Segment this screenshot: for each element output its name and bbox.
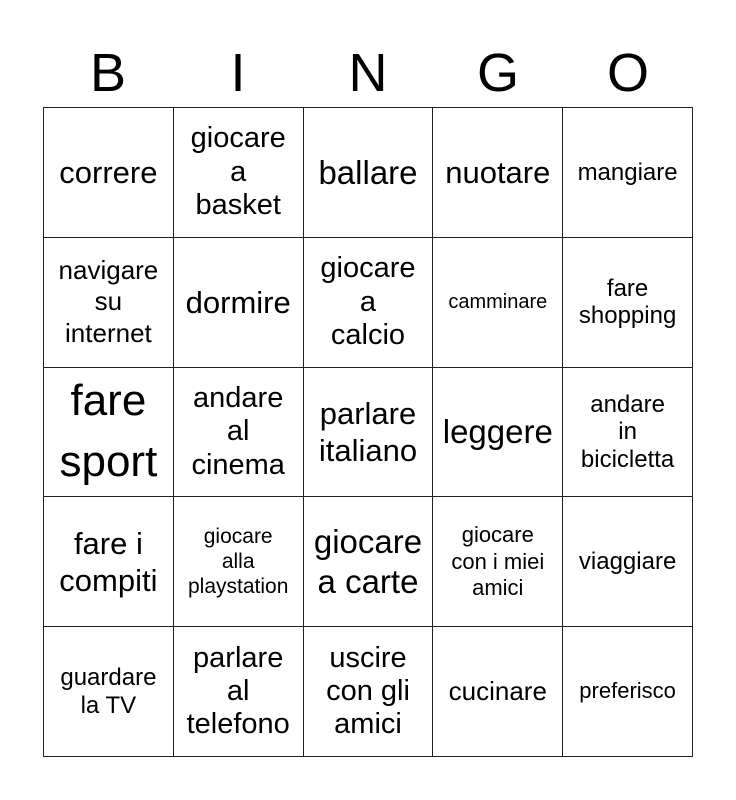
header-letter-b: B bbox=[89, 43, 127, 103]
bingo-cell[interactable]: navigare su internet bbox=[44, 238, 174, 368]
bingo-cell[interactable]: ballare bbox=[304, 108, 434, 238]
bingo-cell[interactable]: dormire bbox=[174, 238, 304, 368]
bingo-cell[interactable]: fare shopping bbox=[563, 238, 693, 368]
bingo-cell[interactable]: correre bbox=[44, 108, 174, 238]
bingo-cell[interactable]: nuotare bbox=[433, 108, 563, 238]
bingo-cell[interactable]: andare al cinema bbox=[174, 368, 304, 498]
bingo-cell[interactable]: leggere bbox=[433, 368, 563, 498]
bingo-cell[interactable]: giocare con i miei amici bbox=[433, 497, 563, 627]
bingo-cell[interactable]: viaggiare bbox=[563, 497, 693, 627]
header-letter-i: I bbox=[230, 43, 246, 103]
bingo-cell[interactable]: giocare alla playstation bbox=[174, 497, 304, 627]
bingo-card-grid bbox=[43, 107, 693, 757]
bingo-cell[interactable]: uscire con gli amici bbox=[304, 627, 434, 757]
bingo-cell[interactable]: fare i compiti bbox=[44, 497, 174, 627]
bingo-cell[interactable]: andare in bicicletta bbox=[563, 368, 693, 498]
header-letter-g: G bbox=[476, 43, 519, 103]
bingo-cell[interactable]: camminare bbox=[433, 238, 563, 368]
bingo-cell[interactable]: giocare a basket bbox=[174, 108, 304, 238]
bingo-cell[interactable]: parlare italiano bbox=[304, 368, 434, 498]
bingo-cell[interactable]: parlare al telefono bbox=[174, 627, 304, 757]
bingo-cell[interactable]: preferisco bbox=[563, 627, 693, 757]
bingo-cell[interactable]: guardare la TV bbox=[44, 627, 174, 757]
header-letter-o: O bbox=[606, 43, 649, 103]
bingo-cell[interactable]: giocare a calcio bbox=[304, 238, 434, 368]
bingo-cell[interactable]: giocare a carte bbox=[304, 497, 434, 627]
bingo-cell[interactable]: cucinare bbox=[433, 627, 563, 757]
bingo-cell[interactable]: mangiare bbox=[563, 108, 693, 238]
bingo-cell[interactable]: fare sport bbox=[44, 368, 174, 498]
bingo-header bbox=[43, 40, 693, 106]
header-letter-n: N bbox=[348, 43, 388, 103]
